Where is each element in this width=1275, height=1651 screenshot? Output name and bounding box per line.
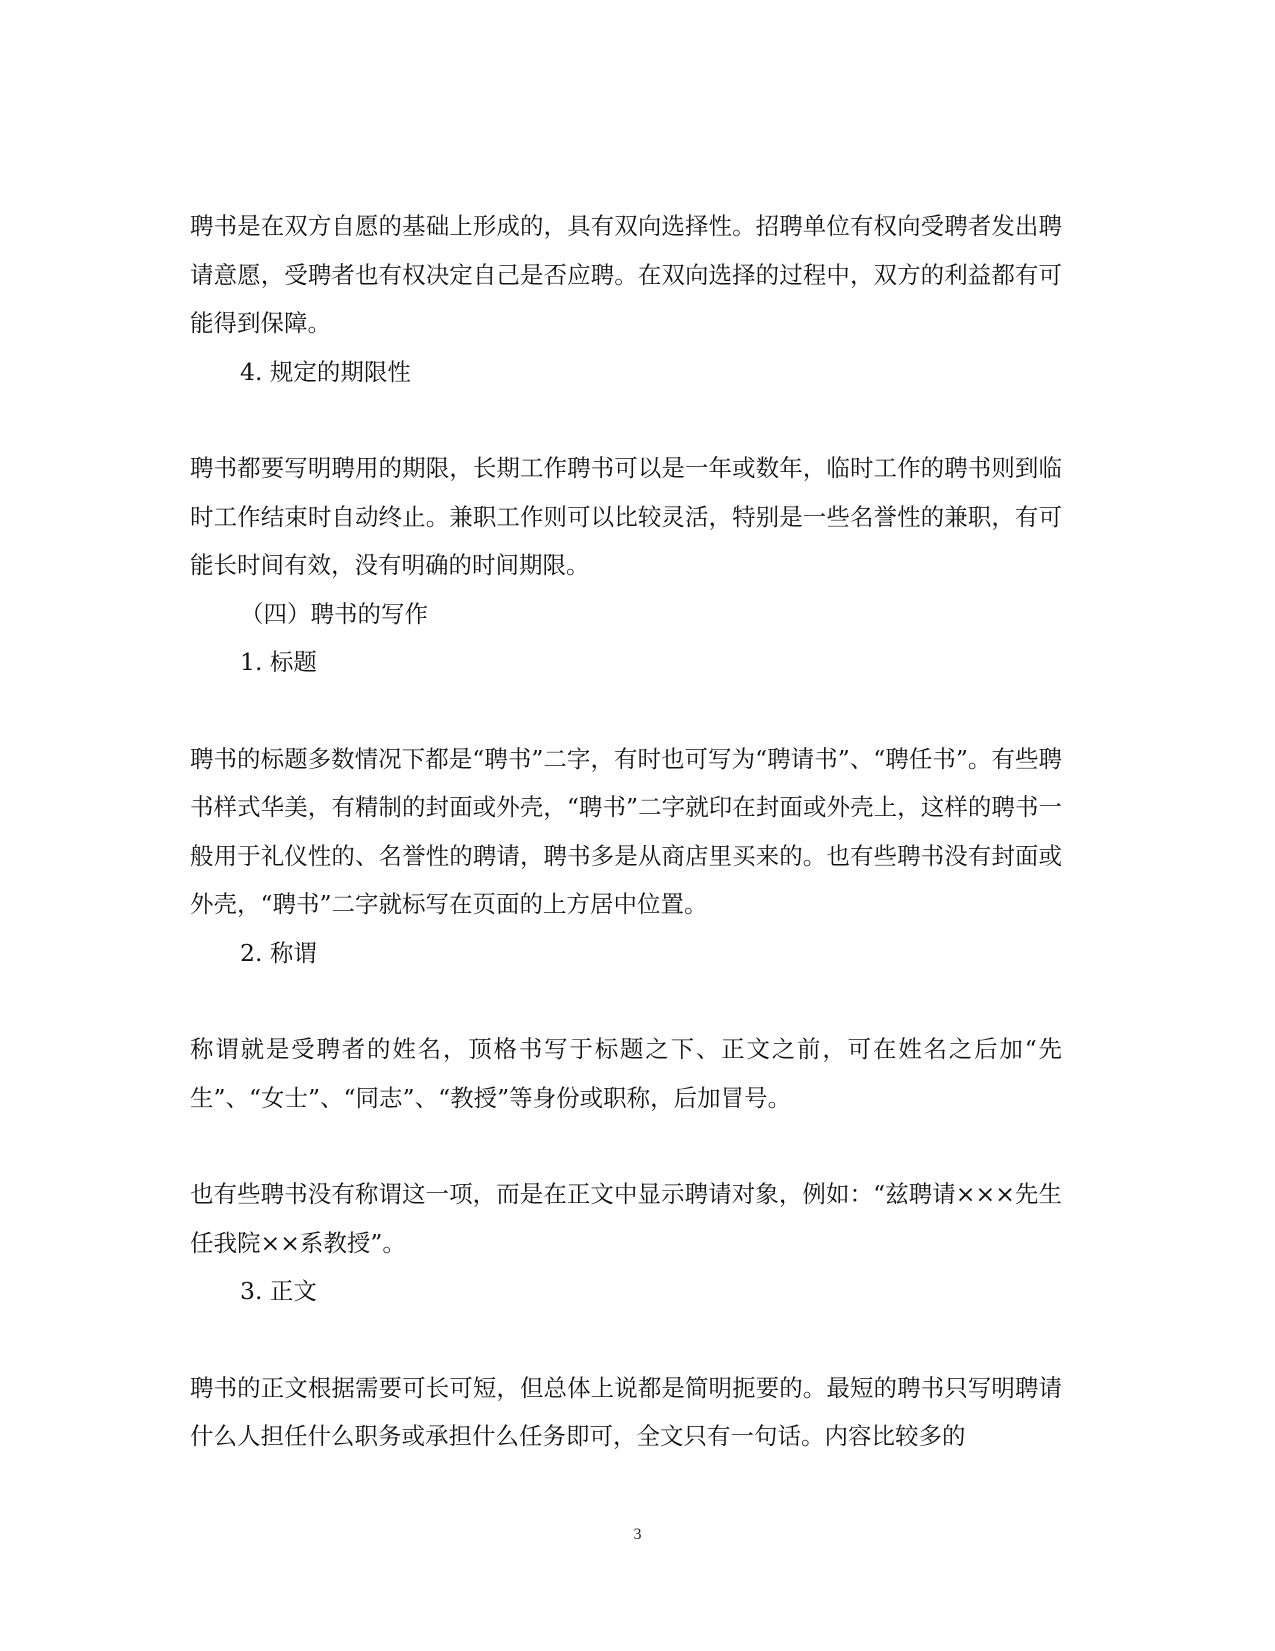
spacer: [190, 687, 1062, 735]
paragraph-two-way-selection: 聘书是在双方自愿的基础上形成的，具有双向选择性。招聘单位有权向受聘者发出聘请意愿，受聘者也有权决定自己是否应聘。在双向选择的过程中，双方的利益都有可能得到保障。: [190, 212, 1062, 337]
heading-term-limit: 4. 规定的期限性: [240, 357, 411, 386]
spacer: [190, 977, 1062, 1025]
spacer: [190, 1316, 1062, 1364]
spacer: [190, 1122, 1062, 1170]
paragraph-salutation: 称谓就是受聘者的姓名，顶格书写于标题之下、正文之前，可在姓名之后加“先生”、“女士”、“同志”、“教授”等身份或职称，后加冒号。: [190, 1035, 1062, 1112]
heading-title: 1. 标题: [240, 648, 317, 676]
heading-section-four: （四）聘书的写作: [240, 599, 428, 628]
spacer: [190, 396, 1062, 444]
paragraph-body-text: 聘书的正文根据需要可长可短，但总体上说都是简明扼要的。最短的聘书只写明聘请什么人担任什么职务或承担什么任务即可，全文只有一句话。内容比较多的: [190, 1373, 1062, 1450]
paragraph-no-salutation: 也有些聘书没有称谓这一项，而是在正文中显示聘请对象，例如：“兹聘请×××先生任我院××系教授”。: [190, 1180, 1062, 1257]
page-number: 3: [633, 1526, 642, 1543]
paragraph-term-limit: 聘书都要写明聘用的期限，长期工作聘书可以是一年或数年，临时工作的聘书则到临时工作结束时自动终止。兼职工作则可以比较灵活，特别是一些名誉性的兼职，有可能长时间有效，没有明确的时间期限。: [190, 454, 1062, 579]
page-body: [190, 202, 1062, 1461]
paragraph-title: 聘书的标题多数情况下都是“聘书”二字，有时也可写为“聘请书”、“聘任书”。有些聘书样式华美，有精制的封面或外壳，“聘书”二字就印在封面或外壳上，这样的聘书一般用于礼仪性的、名誉性的聘请，聘书多是从商店里买来的。也有些聘书没有封面或外壳，“聘书”二字就标写在页面的上方居中位置。: [190, 744, 1062, 918]
heading-salutation: 2. 称谓: [240, 938, 317, 967]
heading-body-text: 3. 正文: [240, 1277, 317, 1305]
